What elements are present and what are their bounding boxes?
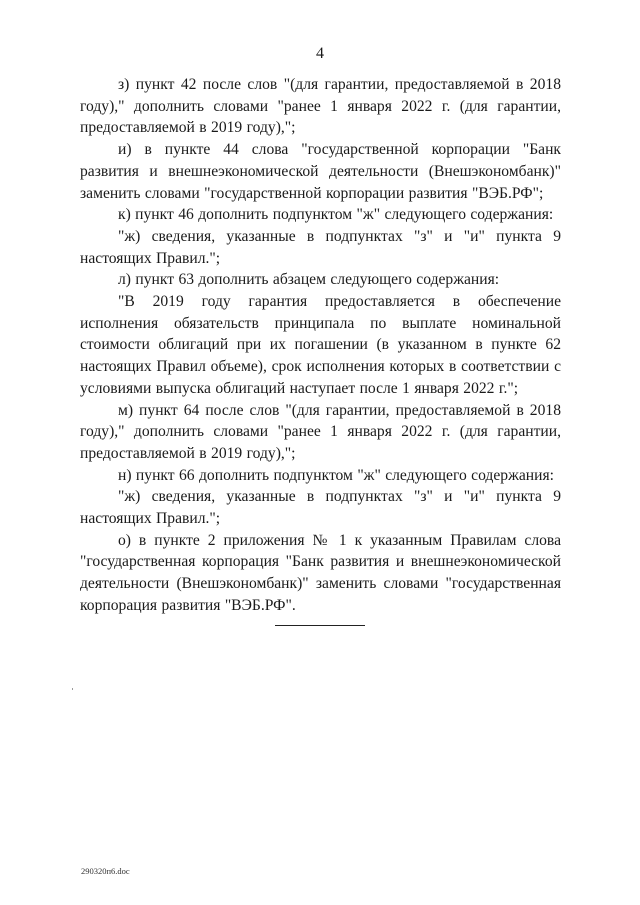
scan-speck xyxy=(72,688,73,690)
closing-separator-line xyxy=(275,625,365,626)
paragraph-o: о) в пункте 2 приложения № 1 к указанным Правилам слова "государственная корпорация "Банк развития и внешнеэкономической деятельности (Внешэкономбанк)" заменить словами "государственная корпорация развития "ВЭБ.РФ". xyxy=(80,531,561,614)
paragraph-m: м) пункт 64 после слов "(для гарантии, предоставляемой в 2018 году)," дополнить словами "ранее 1 января 2022 г. (для гарантии, предоставляемой в 2019 году),"; xyxy=(80,401,561,462)
paragraph-k: к) пункт 46 дополнить подпунктом "ж" следующего содержания: xyxy=(118,206,554,224)
paragraph-l: л) пункт 63 дополнить абзацем следующего содержания: xyxy=(118,271,500,289)
paragraph-k-quote: "ж) сведения, указанные в подпунктах "з" и "и" пункта 9 настоящих Правил."; xyxy=(80,227,561,267)
document-body xyxy=(80,74,561,617)
page-number: 4 xyxy=(316,45,324,62)
footer-file-code: 290320п6.doc xyxy=(81,866,130,876)
paragraph-n: н) пункт 66 дополнить подпунктом "ж" следующего содержания: xyxy=(118,466,554,484)
paragraph-i: и) в пункте 44 слова "государственной корпорации "Банк развития и внешнеэкономической деятельности (Внешэкономбанк)" заменить словами "государственной корпорации развития "ВЭБ.РФ"; xyxy=(80,141,561,202)
paragraph-z: з) пункт 42 после слов "(для гарантии, предоставляемой в 2018 году)," дополнить словами "ранее 1 января 2022 г. (для гарантии, предоставляемой в 2019 году),"; xyxy=(80,76,561,137)
paragraph-n-quote: "ж) сведения, указанные в подпунктах "з" и "и" пункта 9 настоящих Правил."; xyxy=(80,488,561,528)
paragraph-l-quote: "В 2019 году гарантия предоставляется в обеспечение исполнения обязательств принципала по выплате номинальной стоимости облигаций при их погашении (в указанном в пункте 62 настоящих Правил объеме), срок исполнения которых в соответствии с условиями выпуска облигаций наступает после 1 января 2022 г."; xyxy=(80,293,561,397)
